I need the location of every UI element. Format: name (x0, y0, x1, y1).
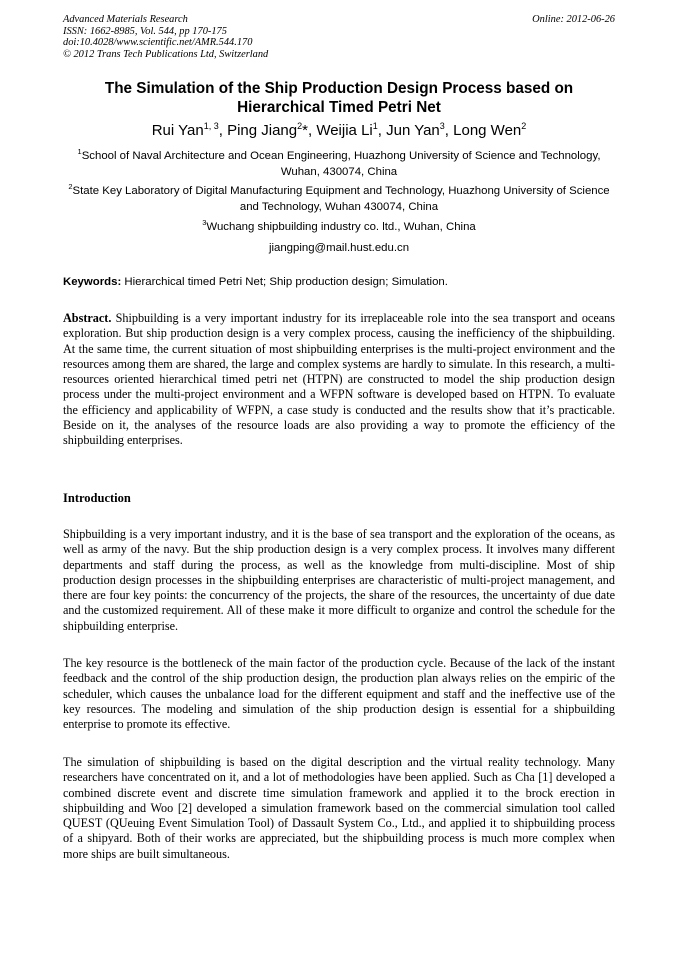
author-name: Weijia Li (316, 122, 373, 139)
author-name: Long Wen (453, 122, 522, 139)
contact-email: jiangping@mail.hust.edu.cn (268, 242, 410, 254)
keywords-text: Hierarchical timed Petri Net; Ship production design; Simulation. (124, 276, 448, 288)
affiliation-2 (63, 184, 615, 215)
author-affiliation-mark: 2 (297, 121, 303, 131)
journal-header (63, 14, 268, 60)
corresponding-mark: * (302, 122, 308, 139)
affiliation-mark: 1 (77, 147, 82, 156)
author-separator: , (307, 122, 317, 139)
online-date: Online: 2012-06-26 (532, 14, 615, 25)
author-affiliation-mark: 2 (521, 121, 527, 131)
intro-paragraph-2: The key resource is the bottleneck of the main factor of the production cycle. Because of the lack of the instant feedback and the control of the ship production design, the production plan always relies on the empiric of the scheduler, which causes the unbalance load for the different equipment and staff and the ineffective use of the key resources. The modeling and simulation of the ship production design is essential for a shipbuilding enterprise to promote its effective. (63, 656, 615, 732)
author-name: Jun Yan (386, 122, 440, 139)
abstract-label: Abstract. (63, 311, 112, 325)
copyright-line: © 2012 Trans Tech Publications Ltd, Switzerland (63, 48, 269, 60)
section-heading-introduction: Introduction (63, 491, 131, 505)
keywords-label: Keywords: (63, 276, 122, 288)
issn-line: ISSN: 1662-8985, Vol. 544, pp 170-175 (63, 25, 227, 37)
affiliation-text: Wuchang shipbuilding industry co. ltd., Wuhan, China (206, 221, 476, 233)
author-affiliation-mark: 1 (372, 121, 378, 131)
keywords (63, 275, 615, 290)
affiliation-mark: 3 (202, 218, 207, 227)
doi-line: doi:10.4028/www.scientific.net/AMR.544.170 (63, 37, 253, 49)
author-affiliation-mark: 1, 3 (203, 121, 219, 131)
author-affiliation-mark: 3 (439, 121, 445, 131)
paper-title: The Simulation of the Ship Production Design Process based on Hierarchical Timed Petri Net (104, 80, 574, 116)
author-name: Ping Jiang (227, 122, 298, 139)
affiliation-text: State Key Laboratory of Digital Manufacturing Equipment and Technology, Huazhong University of Science and Technology, Wuhan 430074, China (72, 185, 610, 213)
abstract (63, 311, 615, 449)
journal-name: Advanced Materials Research (63, 14, 188, 25)
affiliation-text: School of Naval Architecture and Ocean Engineering, Huazhong University of Science and Technology, Wuhan, 430074, China (81, 150, 601, 178)
abstract-text: Shipbuilding is a very important industry for its irreplaceable role into the sea transport and oceans exploration. But ship production design is a very complex process, causing the inefficiency of the shipbuilding. At the same time, the current situation of most shipbuilding enterprises is the multi-project environment and the resources among them are shared, the large and complex systems are hardly to simulate. In this research, a multi-resources oriented hierarchical timed petri net (HTPN) are constructed to model the ship production design process under the multi-project environment and a WFPN software is developed based on HTPN. To evaluate the efficiency and applicability of WFPN, a case study is conducted and the results show that it’s practicable. Beside on it, the analyses of the resource loads are also providing a way to promote the efficiency of the shipbuilding enterprises. (63, 311, 615, 448)
affiliation-mark: 2 (68, 182, 73, 191)
intro-paragraph-3: The simulation of shipbuilding is based on the digital description and the virtual reality technology. Many researchers have concentrated on it, and a lot of methodologies have been applied. Such as Cha [1] developed a combined discrete event and discrete time simulation framework and applied it to the brock erection in shipbuilding and Woo [2] developed a simulation framework based on the commercial simulation tool called QUEST (QUeuing Event Simulation Tool) of Dassault System Co., Ltd., and applied it to shipbuilding process of a shipyard. Both of their works are appreciated, but the shipbuilding process is much more complex when more ships are built simultaneous. (63, 755, 615, 861)
author-list (63, 121, 615, 141)
author-separator: , (377, 122, 387, 139)
author-separator: , (218, 122, 228, 139)
author-separator: , (444, 122, 454, 139)
intro-paragraph-1: Shipbuilding is a very important industry, and it is the base of sea transport and the exploration of the oceans, as well as army of the navy. But the ship production design is a very complex process. It involves many different departments and staff during the process, as well as the knowledge from multi-discipline. Most of ship production design processes in the shipbuilding enterprises are characteristic of multi-project management, and there are four key points: the concurrency of the projects, the share of the resources, the uncertainty of due date and the customized requirement. All of these make it more difficult to organize and control the schedule for the shipbuilding enterprise. (63, 527, 615, 633)
author-name: Rui Yan (151, 122, 204, 139)
affiliation-3 (63, 220, 615, 236)
affiliation-1 (63, 149, 615, 180)
